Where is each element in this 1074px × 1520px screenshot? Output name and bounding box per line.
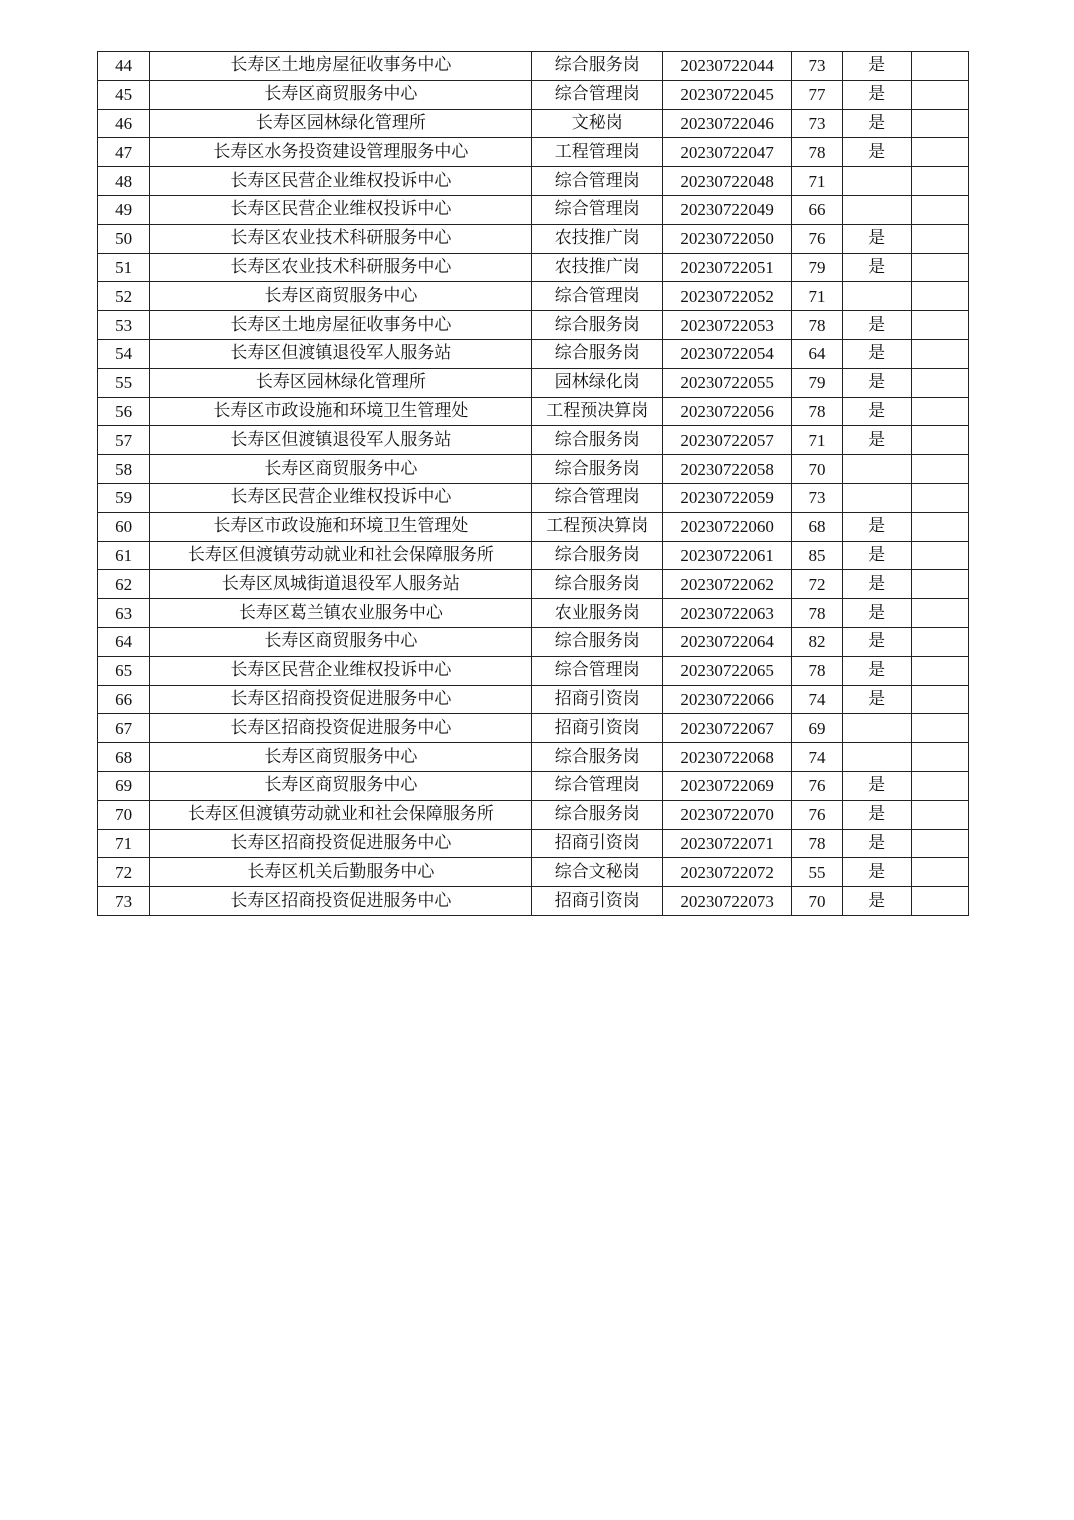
ticket-number-cell: 20230722064: [662, 627, 791, 656]
table-row: [98, 887, 969, 916]
unit-name-cell: 长寿区商贸服务中心: [150, 771, 532, 800]
ticket-number-cell: 20230722048: [662, 167, 791, 196]
score-cell: 82: [792, 627, 842, 656]
row-number-cell: 69: [98, 771, 150, 800]
row-number-cell: 65: [98, 656, 150, 685]
ticket-number-cell: 20230722052: [662, 282, 791, 311]
remark-cell: [911, 714, 968, 743]
qualified-flag-cell: 是: [842, 829, 911, 858]
score-cell: 79: [792, 253, 842, 282]
table-row: [98, 311, 969, 340]
ticket-number-cell: 20230722059: [662, 483, 791, 512]
score-cell: 74: [792, 743, 842, 772]
unit-name-cell: 长寿区招商投资促进服务中心: [150, 714, 532, 743]
unit-name-cell: 长寿区商贸服务中心: [150, 627, 532, 656]
table-row: [98, 80, 969, 109]
unit-name-cell: 长寿区农业技术科研服务中心: [150, 253, 532, 282]
row-number-cell: 47: [98, 138, 150, 167]
row-number-cell: 51: [98, 253, 150, 282]
row-number-cell: 72: [98, 858, 150, 887]
table-row: [98, 224, 969, 253]
qualified-flag-cell: 是: [842, 627, 911, 656]
remark-cell: [911, 455, 968, 484]
post-name-cell: 综合服务岗: [532, 339, 662, 368]
ticket-number-cell: 20230722046: [662, 109, 791, 138]
row-number-cell: 68: [98, 743, 150, 772]
post-name-cell: 农技推广岗: [532, 253, 662, 282]
remark-cell: [911, 541, 968, 570]
remark-cell: [911, 80, 968, 109]
row-number-cell: 44: [98, 52, 150, 81]
score-cell: 78: [792, 829, 842, 858]
post-name-cell: 农业服务岗: [532, 599, 662, 628]
row-number-cell: 53: [98, 311, 150, 340]
ticket-number-cell: 20230722051: [662, 253, 791, 282]
ticket-number-cell: 20230722070: [662, 800, 791, 829]
remark-cell: [911, 858, 968, 887]
unit-name-cell: 长寿区商贸服务中心: [150, 282, 532, 311]
ticket-number-cell: 20230722072: [662, 858, 791, 887]
unit-name-cell: 长寿区民营企业维权投诉中心: [150, 483, 532, 512]
row-number-cell: 73: [98, 887, 150, 916]
score-cell: 71: [792, 282, 842, 311]
qualified-flag-cell: [842, 282, 911, 311]
post-name-cell: 综合服务岗: [532, 426, 662, 455]
post-name-cell: 工程管理岗: [532, 138, 662, 167]
post-name-cell: 综合服务岗: [532, 311, 662, 340]
remark-cell: [911, 570, 968, 599]
post-name-cell: 综合管理岗: [532, 771, 662, 800]
score-cell: 74: [792, 685, 842, 714]
results-table: [97, 51, 969, 916]
qualified-flag-cell: 是: [842, 109, 911, 138]
qualified-flag-cell: 是: [842, 224, 911, 253]
row-number-cell: 54: [98, 339, 150, 368]
qualified-flag-cell: [842, 167, 911, 196]
qualified-flag-cell: 是: [842, 397, 911, 426]
qualified-flag-cell: 是: [842, 800, 911, 829]
post-name-cell: 综合服务岗: [532, 541, 662, 570]
remark-cell: [911, 512, 968, 541]
row-number-cell: 60: [98, 512, 150, 541]
score-cell: 69: [792, 714, 842, 743]
score-cell: 70: [792, 887, 842, 916]
table-row: [98, 52, 969, 81]
table-row: [98, 685, 969, 714]
post-name-cell: 招商引资岗: [532, 685, 662, 714]
ticket-number-cell: 20230722056: [662, 397, 791, 426]
score-cell: 70: [792, 455, 842, 484]
qualified-flag-cell: 是: [842, 512, 911, 541]
unit-name-cell: 长寿区市政设施和环境卫生管理处: [150, 397, 532, 426]
post-name-cell: 综合管理岗: [532, 195, 662, 224]
remark-cell: [911, 109, 968, 138]
remark-cell: [911, 339, 968, 368]
row-number-cell: 67: [98, 714, 150, 743]
ticket-number-cell: 20230722061: [662, 541, 791, 570]
table-row: [98, 339, 969, 368]
row-number-cell: 52: [98, 282, 150, 311]
post-name-cell: 工程预决算岗: [532, 397, 662, 426]
table-row: [98, 656, 969, 685]
row-number-cell: 48: [98, 167, 150, 196]
row-number-cell: 62: [98, 570, 150, 599]
post-name-cell: 综合管理岗: [532, 80, 662, 109]
ticket-number-cell: 20230722045: [662, 80, 791, 109]
remark-cell: [911, 282, 968, 311]
table-row: [98, 627, 969, 656]
qualified-flag-cell: 是: [842, 339, 911, 368]
remark-cell: [911, 253, 968, 282]
post-name-cell: 综合管理岗: [532, 167, 662, 196]
ticket-number-cell: 20230722047: [662, 138, 791, 167]
remark-cell: [911, 800, 968, 829]
post-name-cell: 文秘岗: [532, 109, 662, 138]
unit-name-cell: 长寿区农业技术科研服务中心: [150, 224, 532, 253]
post-name-cell: 招商引资岗: [532, 887, 662, 916]
unit-name-cell: 长寿区但渡镇劳动就业和社会保障服务所: [150, 800, 532, 829]
unit-name-cell: 长寿区但渡镇退役军人服务站: [150, 339, 532, 368]
unit-name-cell: 长寿区园林绿化管理所: [150, 109, 532, 138]
row-number-cell: 63: [98, 599, 150, 628]
row-number-cell: 45: [98, 80, 150, 109]
remark-cell: [911, 368, 968, 397]
unit-name-cell: 长寿区凤城街道退役军人服务站: [150, 570, 532, 599]
ticket-number-cell: 20230722071: [662, 829, 791, 858]
post-name-cell: 工程预决算岗: [532, 512, 662, 541]
qualified-flag-cell: 是: [842, 685, 911, 714]
table-row: [98, 426, 969, 455]
ticket-number-cell: 20230722053: [662, 311, 791, 340]
score-cell: 78: [792, 656, 842, 685]
score-cell: 73: [792, 483, 842, 512]
table-row: [98, 397, 969, 426]
ticket-number-cell: 20230722069: [662, 771, 791, 800]
ticket-number-cell: 20230722044: [662, 52, 791, 81]
table-row: [98, 282, 969, 311]
unit-name-cell: 长寿区水务投资建设管理服务中心: [150, 138, 532, 167]
score-cell: 79: [792, 368, 842, 397]
row-number-cell: 56: [98, 397, 150, 426]
table-row: [98, 570, 969, 599]
qualified-flag-cell: 是: [842, 887, 911, 916]
table-row: [98, 483, 969, 512]
qualified-flag-cell: 是: [842, 80, 911, 109]
post-name-cell: 综合服务岗: [532, 627, 662, 656]
unit-name-cell: 长寿区民营企业维权投诉中心: [150, 656, 532, 685]
qualified-flag-cell: 是: [842, 138, 911, 167]
ticket-number-cell: 20230722049: [662, 195, 791, 224]
post-name-cell: 农技推广岗: [532, 224, 662, 253]
remark-cell: [911, 426, 968, 455]
unit-name-cell: 长寿区土地房屋征收事务中心: [150, 311, 532, 340]
remark-cell: [911, 771, 968, 800]
table-row: [98, 858, 969, 887]
post-name-cell: 综合管理岗: [532, 483, 662, 512]
post-name-cell: 综合服务岗: [532, 52, 662, 81]
row-number-cell: 50: [98, 224, 150, 253]
score-cell: 71: [792, 426, 842, 455]
remark-cell: [911, 685, 968, 714]
ticket-number-cell: 20230722060: [662, 512, 791, 541]
ticket-number-cell: 20230722057: [662, 426, 791, 455]
unit-name-cell: 长寿区民营企业维权投诉中心: [150, 167, 532, 196]
unit-name-cell: 长寿区但渡镇劳动就业和社会保障服务所: [150, 541, 532, 570]
post-name-cell: 综合文秘岗: [532, 858, 662, 887]
table-row: [98, 167, 969, 196]
remark-cell: [911, 167, 968, 196]
row-number-cell: 58: [98, 455, 150, 484]
qualified-flag-cell: 是: [842, 656, 911, 685]
results-table-body: [98, 52, 969, 916]
post-name-cell: 综合服务岗: [532, 570, 662, 599]
unit-name-cell: 长寿区民营企业维权投诉中心: [150, 195, 532, 224]
table-row: [98, 138, 969, 167]
qualified-flag-cell: [842, 743, 911, 772]
qualified-flag-cell: 是: [842, 311, 911, 340]
qualified-flag-cell: 是: [842, 570, 911, 599]
unit-name-cell: 长寿区商贸服务中心: [150, 743, 532, 772]
score-cell: 66: [792, 195, 842, 224]
row-number-cell: 70: [98, 800, 150, 829]
remark-cell: [911, 829, 968, 858]
post-name-cell: 综合服务岗: [532, 743, 662, 772]
unit-name-cell: 长寿区市政设施和环境卫生管理处: [150, 512, 532, 541]
post-name-cell: 综合管理岗: [532, 656, 662, 685]
remark-cell: [911, 627, 968, 656]
table-row: [98, 368, 969, 397]
unit-name-cell: 长寿区招商投资促进服务中心: [150, 829, 532, 858]
row-number-cell: 59: [98, 483, 150, 512]
row-number-cell: 61: [98, 541, 150, 570]
remark-cell: [911, 311, 968, 340]
score-cell: 71: [792, 167, 842, 196]
unit-name-cell: 长寿区园林绿化管理所: [150, 368, 532, 397]
row-number-cell: 55: [98, 368, 150, 397]
unit-name-cell: 长寿区土地房屋征收事务中心: [150, 52, 532, 81]
remark-cell: [911, 397, 968, 426]
qualified-flag-cell: 是: [842, 599, 911, 628]
ticket-number-cell: 20230722063: [662, 599, 791, 628]
score-cell: 77: [792, 80, 842, 109]
qualified-flag-cell: 是: [842, 253, 911, 282]
qualified-flag-cell: [842, 195, 911, 224]
table-row: [98, 541, 969, 570]
score-cell: 73: [792, 109, 842, 138]
unit-name-cell: 长寿区但渡镇退役军人服务站: [150, 426, 532, 455]
score-cell: 78: [792, 397, 842, 426]
ticket-number-cell: 20230722055: [662, 368, 791, 397]
score-cell: 78: [792, 599, 842, 628]
score-cell: 78: [792, 311, 842, 340]
table-row: [98, 714, 969, 743]
qualified-flag-cell: 是: [842, 541, 911, 570]
table-row: [98, 771, 969, 800]
qualified-flag-cell: 是: [842, 858, 911, 887]
row-number-cell: 46: [98, 109, 150, 138]
qualified-flag-cell: 是: [842, 426, 911, 455]
post-name-cell: 综合服务岗: [532, 455, 662, 484]
post-name-cell: 综合服务岗: [532, 800, 662, 829]
score-cell: 76: [792, 800, 842, 829]
score-cell: 76: [792, 224, 842, 253]
table-row: [98, 195, 969, 224]
unit-name-cell: 长寿区招商投资促进服务中心: [150, 685, 532, 714]
ticket-number-cell: 20230722065: [662, 656, 791, 685]
unit-name-cell: 长寿区商贸服务中心: [150, 455, 532, 484]
table-row: [98, 512, 969, 541]
ticket-number-cell: 20230722062: [662, 570, 791, 599]
remark-cell: [911, 138, 968, 167]
qualified-flag-cell: [842, 483, 911, 512]
post-name-cell: 园林绿化岗: [532, 368, 662, 397]
score-cell: 72: [792, 570, 842, 599]
qualified-flag-cell: [842, 455, 911, 484]
qualified-flag-cell: 是: [842, 771, 911, 800]
score-cell: 73: [792, 52, 842, 81]
unit-name-cell: 长寿区葛兰镇农业服务中心: [150, 599, 532, 628]
table-row: [98, 743, 969, 772]
remark-cell: [911, 656, 968, 685]
ticket-number-cell: 20230722058: [662, 455, 791, 484]
post-name-cell: 招商引资岗: [532, 714, 662, 743]
remark-cell: [911, 599, 968, 628]
score-cell: 64: [792, 339, 842, 368]
score-cell: 55: [792, 858, 842, 887]
table-row: [98, 455, 969, 484]
row-number-cell: 64: [98, 627, 150, 656]
row-number-cell: 57: [98, 426, 150, 455]
qualified-flag-cell: 是: [842, 368, 911, 397]
remark-cell: [911, 195, 968, 224]
post-name-cell: 招商引资岗: [532, 829, 662, 858]
score-cell: 78: [792, 138, 842, 167]
ticket-number-cell: 20230722073: [662, 887, 791, 916]
row-number-cell: 66: [98, 685, 150, 714]
score-cell: 68: [792, 512, 842, 541]
qualified-flag-cell: [842, 714, 911, 743]
table-row: [98, 253, 969, 282]
ticket-number-cell: 20230722066: [662, 685, 791, 714]
row-number-cell: 49: [98, 195, 150, 224]
remark-cell: [911, 52, 968, 81]
unit-name-cell: 长寿区机关后勤服务中心: [150, 858, 532, 887]
remark-cell: [911, 743, 968, 772]
table-row: [98, 829, 969, 858]
remark-cell: [911, 224, 968, 253]
row-number-cell: 71: [98, 829, 150, 858]
ticket-number-cell: 20230722050: [662, 224, 791, 253]
remark-cell: [911, 887, 968, 916]
unit-name-cell: 长寿区招商投资促进服务中心: [150, 887, 532, 916]
unit-name-cell: 长寿区商贸服务中心: [150, 80, 532, 109]
remark-cell: [911, 483, 968, 512]
table-row: [98, 800, 969, 829]
post-name-cell: 综合管理岗: [532, 282, 662, 311]
ticket-number-cell: 20230722067: [662, 714, 791, 743]
ticket-number-cell: 20230722068: [662, 743, 791, 772]
ticket-number-cell: 20230722054: [662, 339, 791, 368]
table-row: [98, 109, 969, 138]
score-cell: 85: [792, 541, 842, 570]
table-row: [98, 599, 969, 628]
qualified-flag-cell: 是: [842, 52, 911, 81]
score-cell: 76: [792, 771, 842, 800]
